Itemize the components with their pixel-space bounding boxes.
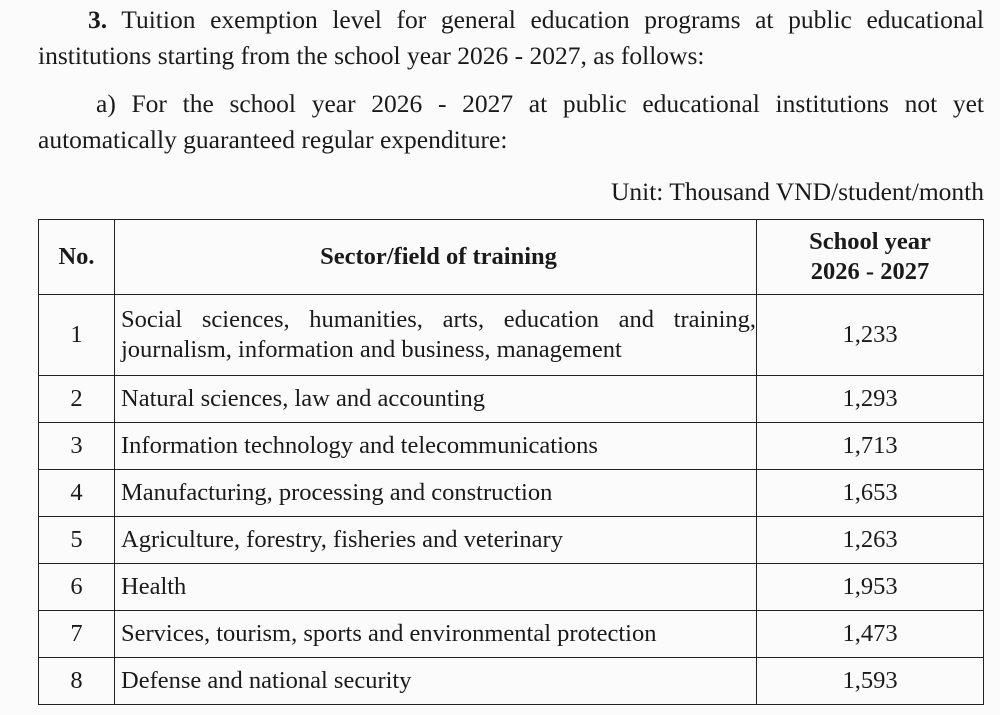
table-row [39, 470, 984, 517]
row-no: 7 [39, 611, 115, 658]
row-no: 8 [39, 658, 115, 705]
row-sector-line-2: journalism, information and business, management [121, 336, 622, 363]
row-sector: Information technology and telecommunications [115, 423, 757, 470]
section-3-text-line-2: institutions starting from the school year 2026 - 2027, as follows: [38, 41, 705, 70]
table-row [39, 658, 984, 705]
row-value: 1,233 [757, 295, 984, 376]
row-sector: Defense and national security [115, 658, 757, 705]
row-value: 1,293 [757, 376, 984, 423]
row-value: 1,593 [757, 658, 984, 705]
row-value: 1,263 [757, 517, 984, 564]
table-row [39, 517, 984, 564]
section-3-text-line-1: Tuition exemption level for general education programs at public educational [121, 5, 984, 34]
row-value: 1,653 [757, 470, 984, 517]
subsection-a-label: a) [96, 89, 116, 118]
row-sector [115, 295, 757, 376]
table-row [39, 611, 984, 658]
row-sector: Agriculture, forestry, fisheries and veterinary [115, 517, 757, 564]
row-no: 1 [39, 295, 115, 376]
row-no: 6 [39, 564, 115, 611]
subsection-a-text-line-1: For the school year 2026 - 2027 at public educational institutions not yet [131, 89, 984, 118]
table-row [39, 295, 984, 376]
subsection-a-line-1 [38, 86, 984, 122]
section-3-line-1 [38, 2, 984, 38]
header-school-year-line-1: School year [809, 228, 931, 255]
table-header-row [39, 220, 984, 295]
row-sector: Manufacturing, processing and construction [115, 470, 757, 517]
row-value: 1,473 [757, 611, 984, 658]
header-sector: Sector/field of training [115, 220, 757, 295]
subsection-a-paragraph [38, 86, 984, 158]
row-sector: Services, tourism, sports and environmental protection [115, 611, 757, 658]
row-sector: Natural sciences, law and accounting [115, 376, 757, 423]
row-no: 2 [39, 376, 115, 423]
row-sector-line-1: Social sciences, humanities, arts, education and training, [121, 306, 756, 333]
row-no: 3 [39, 423, 115, 470]
row-sector: Health [115, 564, 757, 611]
table-row [39, 376, 984, 423]
row-value: 1,953 [757, 564, 984, 611]
tuition-table [38, 219, 984, 705]
section-3-number: 3. [88, 5, 108, 34]
section-3-paragraph [38, 2, 984, 74]
unit-label: Unit: Thousand VND/student/month [610, 177, 984, 206]
table-row [39, 564, 984, 611]
header-no: No. [39, 220, 115, 295]
row-no: 4 [39, 470, 115, 517]
table-row [39, 423, 984, 470]
header-school-year [757, 220, 984, 295]
row-value: 1,713 [757, 423, 984, 470]
subsection-a-text-line-2: automatically guaranteed regular expenditure: [38, 125, 508, 154]
header-school-year-line-2: 2026 - 2027 [810, 258, 930, 285]
row-no: 5 [39, 517, 115, 564]
